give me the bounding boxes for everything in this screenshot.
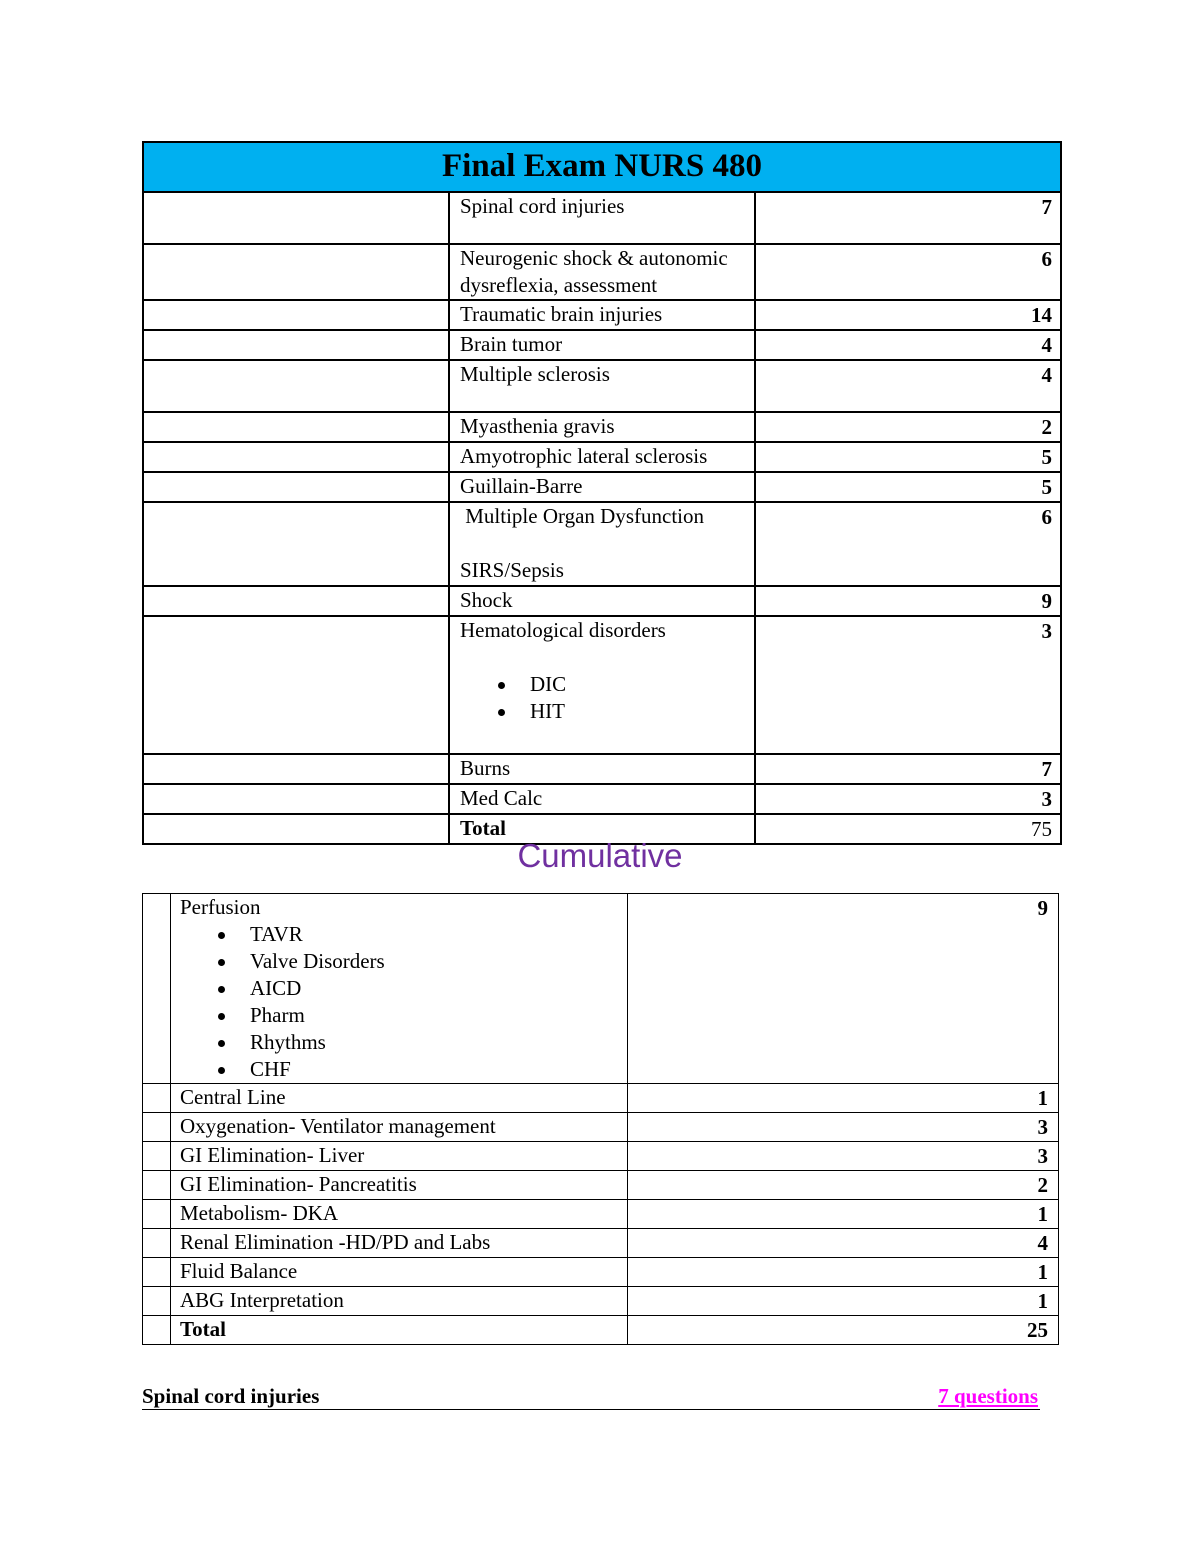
table-header-row (143, 142, 1061, 192)
count-cell: 5 (755, 442, 1061, 472)
total-count: 75 (1031, 817, 1052, 841)
total-label: Total (171, 1316, 628, 1345)
count-cell: 4 (628, 1229, 1059, 1258)
count-cell: 6 (755, 502, 1061, 586)
topic-cell: Traumatic brain injuries (449, 300, 755, 330)
topic-cell: Amyotrophic lateral sclerosis (449, 442, 755, 472)
table-row (143, 616, 1061, 754)
topic-cell: Metabolism- DKA (171, 1200, 628, 1229)
total-label: Total (449, 814, 755, 844)
count-cell: 1 (628, 1258, 1059, 1287)
topic-cell: Brain tumor (449, 330, 755, 360)
table-row (143, 244, 1061, 300)
topic-cell: GI Elimination- Liver (171, 1142, 628, 1171)
count-cell: 4 (755, 360, 1061, 412)
topic-line: Perfusion (180, 895, 261, 919)
topic-line: Hematological disorders (460, 618, 666, 642)
table-row (143, 1113, 1059, 1142)
list-item: HIT (460, 698, 754, 725)
topic-line: SIRS/Sepsis (460, 558, 564, 582)
topic-cell: Neurogenic shock & autonomic dysreflexia, assessment (449, 244, 755, 300)
count-cell: 7 (755, 754, 1061, 784)
table-row (143, 442, 1061, 472)
count-cell: 7 (755, 192, 1061, 244)
topic-cell: Burns (449, 754, 755, 784)
topic-cell: Oxygenation- Ventilator management (171, 1113, 628, 1142)
table-row (143, 360, 1061, 412)
list-item: AICD (180, 975, 627, 1002)
table-row (143, 502, 1061, 586)
table-row (143, 1229, 1059, 1258)
table-row (143, 300, 1061, 330)
table-row (143, 754, 1061, 784)
table-row (143, 1258, 1059, 1287)
cumulative-table (142, 893, 1059, 1345)
topic-cell: Multiple sclerosis (449, 360, 755, 412)
list-item: Valve Disorders (180, 948, 627, 975)
count-cell: 9 (628, 894, 1059, 1084)
count-cell: 9 (755, 586, 1061, 616)
count-cell: 14 (755, 300, 1061, 330)
count-cell: 1 (628, 1084, 1059, 1113)
count-cell: 6 (755, 244, 1061, 300)
table-row (143, 1171, 1059, 1200)
table-row (143, 894, 1059, 1084)
topic-cell (449, 616, 755, 754)
total-count: 25 (1027, 1318, 1048, 1342)
topic-line: Multiple Organ Dysfunction (460, 504, 705, 528)
topic-cell: Central Line (171, 1084, 628, 1113)
topic-cell: Fluid Balance (171, 1258, 628, 1287)
count-cell: 1 (628, 1287, 1059, 1316)
table-row (143, 192, 1061, 244)
table-row (143, 1287, 1059, 1316)
table-row (143, 1084, 1059, 1113)
cumulative-heading: Cumulative (517, 837, 683, 874)
count-cell: 2 (755, 412, 1061, 442)
section-title: Spinal cord injuries (142, 1384, 320, 1408)
table-title: Final Exam NURS 480 (143, 142, 1061, 192)
total-row (143, 1316, 1059, 1345)
bullet-list (460, 671, 754, 725)
topic-cell (449, 502, 755, 586)
count-cell: 3 (755, 616, 1061, 754)
count-cell: 2 (628, 1171, 1059, 1200)
topic-cell: Renal Elimination -HD/PD and Labs (171, 1229, 628, 1258)
table-row (143, 412, 1061, 442)
list-item: CHF (180, 1056, 627, 1083)
final-exam-table (142, 141, 1062, 845)
topic-cell (171, 894, 628, 1084)
table-row (143, 1142, 1059, 1171)
table-row (143, 1200, 1059, 1229)
section-heading (142, 1383, 1040, 1410)
table-row (143, 784, 1061, 814)
topic-cell: Myasthenia gravis (449, 412, 755, 442)
topic-cell: Spinal cord injuries (449, 192, 755, 244)
count-cell: 1 (628, 1200, 1059, 1229)
topic-cell: Guillain-Barre (449, 472, 755, 502)
topic-cell: ABG Interpretation (171, 1287, 628, 1316)
list-item: DIC (460, 671, 754, 698)
topic-cell: Shock (449, 586, 755, 616)
question-count: 7 questions (938, 1384, 1038, 1408)
count-cell: 4 (755, 330, 1061, 360)
table-row (143, 472, 1061, 502)
count-cell: 3 (628, 1142, 1059, 1171)
count-cell: 3 (755, 784, 1061, 814)
list-item: TAVR (180, 921, 627, 948)
topic-cell: Med Calc (449, 784, 755, 814)
list-item: Pharm (180, 1002, 627, 1029)
list-item: Rhythms (180, 1029, 627, 1056)
bullet-list (180, 921, 627, 1083)
table-row (143, 586, 1061, 616)
topic-cell: GI Elimination- Pancreatitis (171, 1171, 628, 1200)
table-row (143, 330, 1061, 360)
count-cell: 3 (628, 1113, 1059, 1142)
count-cell: 5 (755, 472, 1061, 502)
